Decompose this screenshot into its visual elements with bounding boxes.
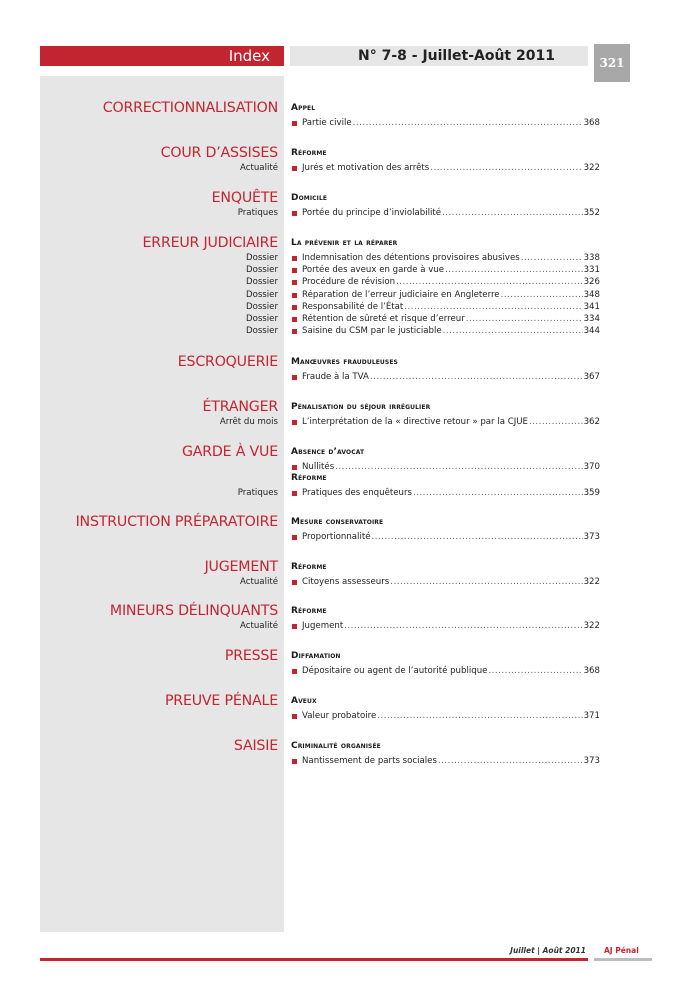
category-label: Actualité bbox=[240, 621, 278, 631]
index-line bbox=[0, 289, 700, 301]
index-line bbox=[0, 416, 700, 428]
dot-leader bbox=[443, 325, 583, 337]
index-line bbox=[0, 710, 700, 722]
section-title: Index bbox=[228, 47, 270, 65]
footer-journal: AJ Pénal bbox=[604, 946, 639, 955]
page-reference: 331 bbox=[583, 265, 600, 276]
index-line bbox=[0, 487, 700, 499]
reference-row bbox=[302, 276, 600, 288]
index-line bbox=[0, 531, 700, 543]
page-reference: 373 bbox=[583, 532, 600, 542]
bullet-square-icon bbox=[292, 420, 297, 425]
dot-leader bbox=[529, 416, 583, 428]
dot-leader bbox=[521, 252, 583, 264]
index-term: JUGEMENT bbox=[204, 559, 278, 575]
index-line bbox=[0, 371, 700, 383]
index-line bbox=[0, 755, 700, 767]
page-reference: 322 bbox=[583, 163, 600, 173]
reference-row bbox=[302, 416, 600, 428]
subheading: Réforme bbox=[291, 606, 327, 616]
subheading: Absence d’avocat bbox=[291, 447, 365, 457]
index-line bbox=[0, 117, 700, 129]
index-term: ESCROQUERIE bbox=[177, 354, 278, 370]
bullet-square-icon bbox=[292, 211, 297, 216]
index-term: COUR D’ASSISES bbox=[160, 145, 278, 161]
bullet-square-icon bbox=[292, 535, 297, 540]
index-line bbox=[0, 313, 700, 325]
reference-row bbox=[302, 710, 600, 722]
page-reference: 359 bbox=[583, 488, 600, 499]
bullet-square-icon bbox=[292, 580, 297, 585]
index-line bbox=[0, 207, 700, 219]
page-reference: 344 bbox=[583, 326, 600, 337]
index-term: PREUVE PÉNALE bbox=[164, 693, 278, 709]
bullet-square-icon bbox=[292, 280, 297, 285]
reference-text: Nantissement de parts sociales bbox=[302, 756, 437, 766]
dot-leader bbox=[438, 755, 583, 767]
section-title-bar bbox=[40, 46, 284, 66]
category-label: Pratiques bbox=[237, 488, 278, 499]
page-reference: 341 bbox=[583, 301, 600, 312]
dot-leader bbox=[413, 487, 583, 499]
page-reference: 362 bbox=[583, 417, 600, 427]
reference-text: Nullités bbox=[302, 462, 335, 472]
reference-text: Fraude à la TVA bbox=[302, 372, 369, 382]
index-term: INSTRUCTION PRÉPARATOIRE bbox=[75, 514, 278, 530]
subheading: Appel bbox=[291, 103, 316, 113]
dot-leader bbox=[445, 264, 583, 276]
bullet-square-icon bbox=[292, 759, 297, 764]
category-label: Dossier bbox=[245, 326, 278, 337]
reference-row bbox=[302, 665, 600, 677]
index-line bbox=[0, 461, 700, 473]
bullet-square-icon bbox=[292, 714, 297, 719]
page-reference: 334 bbox=[583, 314, 600, 324]
reference-text: Rétention de sûreté et risque d’erreur bbox=[302, 314, 465, 324]
index-line bbox=[0, 301, 700, 313]
subheading: Mesure conservatoire bbox=[291, 517, 384, 527]
bullet-square-icon bbox=[292, 293, 297, 298]
reference-row bbox=[302, 620, 600, 632]
index-line bbox=[0, 576, 700, 588]
subheading: Manœuvres frauduleuses bbox=[291, 357, 398, 367]
index-term: SAISIE bbox=[233, 738, 278, 754]
reference-text: Jugement bbox=[302, 621, 344, 631]
subheading: Réforme bbox=[291, 562, 327, 572]
bullet-square-icon bbox=[292, 305, 297, 310]
reference-row bbox=[302, 207, 600, 219]
index-line bbox=[0, 252, 700, 264]
subheading: Réforme bbox=[291, 148, 327, 158]
subheading: Criminalité organisée bbox=[291, 741, 381, 751]
footer-rule-grey bbox=[594, 958, 652, 961]
dot-leader bbox=[501, 289, 583, 301]
bullet-square-icon bbox=[292, 375, 297, 380]
page-reference: 367 bbox=[583, 372, 600, 382]
dot-leader bbox=[344, 620, 582, 632]
index-line bbox=[0, 620, 700, 632]
bullet-square-icon bbox=[292, 256, 297, 261]
category-label: Pratiques bbox=[237, 208, 278, 218]
footer-rule-red bbox=[40, 958, 588, 961]
reference-row bbox=[302, 117, 600, 129]
issue-bar bbox=[290, 46, 588, 66]
dot-leader bbox=[353, 117, 583, 129]
index-term: ÉTRANGER bbox=[202, 399, 278, 415]
reference-row bbox=[302, 301, 600, 313]
page-reference: 368 bbox=[583, 118, 600, 128]
bullet-square-icon bbox=[292, 465, 297, 470]
subheading: Réforme bbox=[291, 473, 327, 484]
dot-leader bbox=[335, 461, 582, 473]
reference-row bbox=[302, 162, 600, 174]
category-label: Dossier bbox=[245, 314, 278, 324]
category-label: Actualité bbox=[240, 577, 278, 587]
category-label: Dossier bbox=[245, 265, 278, 276]
reference-row bbox=[302, 755, 600, 767]
index-term: ENQUÊTE bbox=[211, 190, 278, 206]
reference-text: Réparation de l’erreur judiciaire en Angleterre bbox=[302, 289, 500, 300]
reference-text: Jurés et motivation des arrêts bbox=[302, 163, 430, 173]
page-number: 321 bbox=[599, 56, 625, 70]
reference-row bbox=[302, 289, 600, 301]
page-reference: 371 bbox=[583, 711, 600, 721]
reference-text: Portée des aveux en garde à vue bbox=[302, 265, 445, 276]
page-reference: 322 bbox=[583, 621, 600, 631]
page-number-box bbox=[594, 44, 630, 82]
index-line bbox=[0, 325, 700, 337]
index-term: MINEURS DÉLINQUANTS bbox=[109, 603, 278, 619]
category-label: Dossier bbox=[245, 253, 278, 263]
footer-date: Juillet | Août 2011 bbox=[510, 946, 586, 955]
subheading: Diffamation bbox=[291, 651, 341, 661]
reference-row bbox=[302, 487, 600, 499]
subheading: Domicile bbox=[291, 193, 328, 203]
page-reference: 370 bbox=[583, 462, 600, 472]
subheading: Pénalisation du séjour irrégulier bbox=[291, 402, 431, 412]
index-term: ERREUR JUDICIAIRE bbox=[142, 235, 278, 251]
bullet-square-icon bbox=[292, 329, 297, 334]
page-reference: 373 bbox=[583, 756, 600, 766]
reference-row bbox=[302, 252, 600, 264]
dot-leader bbox=[404, 301, 582, 313]
bullet-square-icon bbox=[292, 491, 297, 496]
page-reference: 326 bbox=[583, 277, 600, 288]
reference-text: Responsabilité de l’État bbox=[302, 301, 404, 312]
page-reference: 352 bbox=[583, 208, 600, 218]
page-reference: 338 bbox=[583, 253, 600, 263]
bullet-square-icon bbox=[292, 624, 297, 629]
reference-row bbox=[302, 461, 600, 473]
dot-leader bbox=[430, 162, 582, 174]
category-label: Actualité bbox=[240, 163, 278, 173]
page-reference: 348 bbox=[583, 289, 600, 300]
category-label: Arrêt du mois bbox=[219, 417, 278, 427]
reference-text: Portée du principe d’inviolabilité bbox=[302, 208, 442, 218]
dot-leader bbox=[396, 276, 583, 288]
page-reference: 322 bbox=[583, 577, 600, 587]
reference-row bbox=[302, 531, 600, 543]
page-reference: 368 bbox=[583, 666, 600, 676]
dot-leader bbox=[370, 371, 583, 383]
index-term: GARDE À VUE bbox=[181, 444, 278, 460]
bullet-square-icon bbox=[292, 121, 297, 126]
category-label: Dossier bbox=[245, 301, 278, 312]
reference-text: Citoyens assesseurs bbox=[302, 577, 390, 587]
reference-text: Pratiques des enquêteurs bbox=[302, 488, 412, 499]
index-line bbox=[0, 162, 700, 174]
dot-leader bbox=[390, 576, 582, 588]
reference-row bbox=[302, 264, 600, 276]
reference-text: Valeur probatoire bbox=[302, 711, 377, 721]
dot-leader bbox=[377, 710, 582, 722]
reference-row bbox=[302, 313, 600, 325]
dot-leader bbox=[442, 207, 583, 219]
index-line bbox=[0, 665, 700, 677]
issue-title: N° 7-8 - Juillet-Août 2011 bbox=[358, 48, 555, 64]
reference-text: Dépositaire ou agent de l’autorité publique bbox=[302, 666, 488, 676]
bullet-square-icon bbox=[292, 317, 297, 322]
subheading: La prévenir et la réparer bbox=[291, 238, 398, 248]
reference-text: Saisine du CSM par le justiciable bbox=[302, 326, 442, 337]
dot-leader bbox=[466, 313, 583, 325]
reference-row bbox=[302, 576, 600, 588]
bullet-square-icon bbox=[292, 268, 297, 273]
reference-row bbox=[302, 325, 600, 337]
dot-leader bbox=[372, 531, 583, 543]
subheading: Aveux bbox=[291, 696, 317, 706]
category-label: Dossier bbox=[245, 289, 278, 300]
reference-text: Proportionnalité bbox=[302, 532, 371, 542]
reference-text: Partie civile bbox=[302, 118, 352, 128]
reference-text: L’interprétation de la « directive retour » par la CJUE bbox=[302, 417, 528, 427]
index-line bbox=[0, 276, 700, 288]
category-label: Dossier bbox=[245, 277, 278, 288]
reference-text: Procédure de révision bbox=[302, 277, 396, 288]
index-line bbox=[0, 264, 700, 276]
bullet-square-icon bbox=[292, 669, 297, 674]
reference-text: Indemnisation des détentions provisoires abusives bbox=[302, 253, 520, 263]
index-term: CORRECTIONNALISATION bbox=[102, 100, 278, 116]
reference-row bbox=[302, 371, 600, 383]
bullet-square-icon bbox=[292, 166, 297, 171]
dot-leader bbox=[488, 665, 582, 677]
index-term: PRESSE bbox=[224, 648, 278, 664]
